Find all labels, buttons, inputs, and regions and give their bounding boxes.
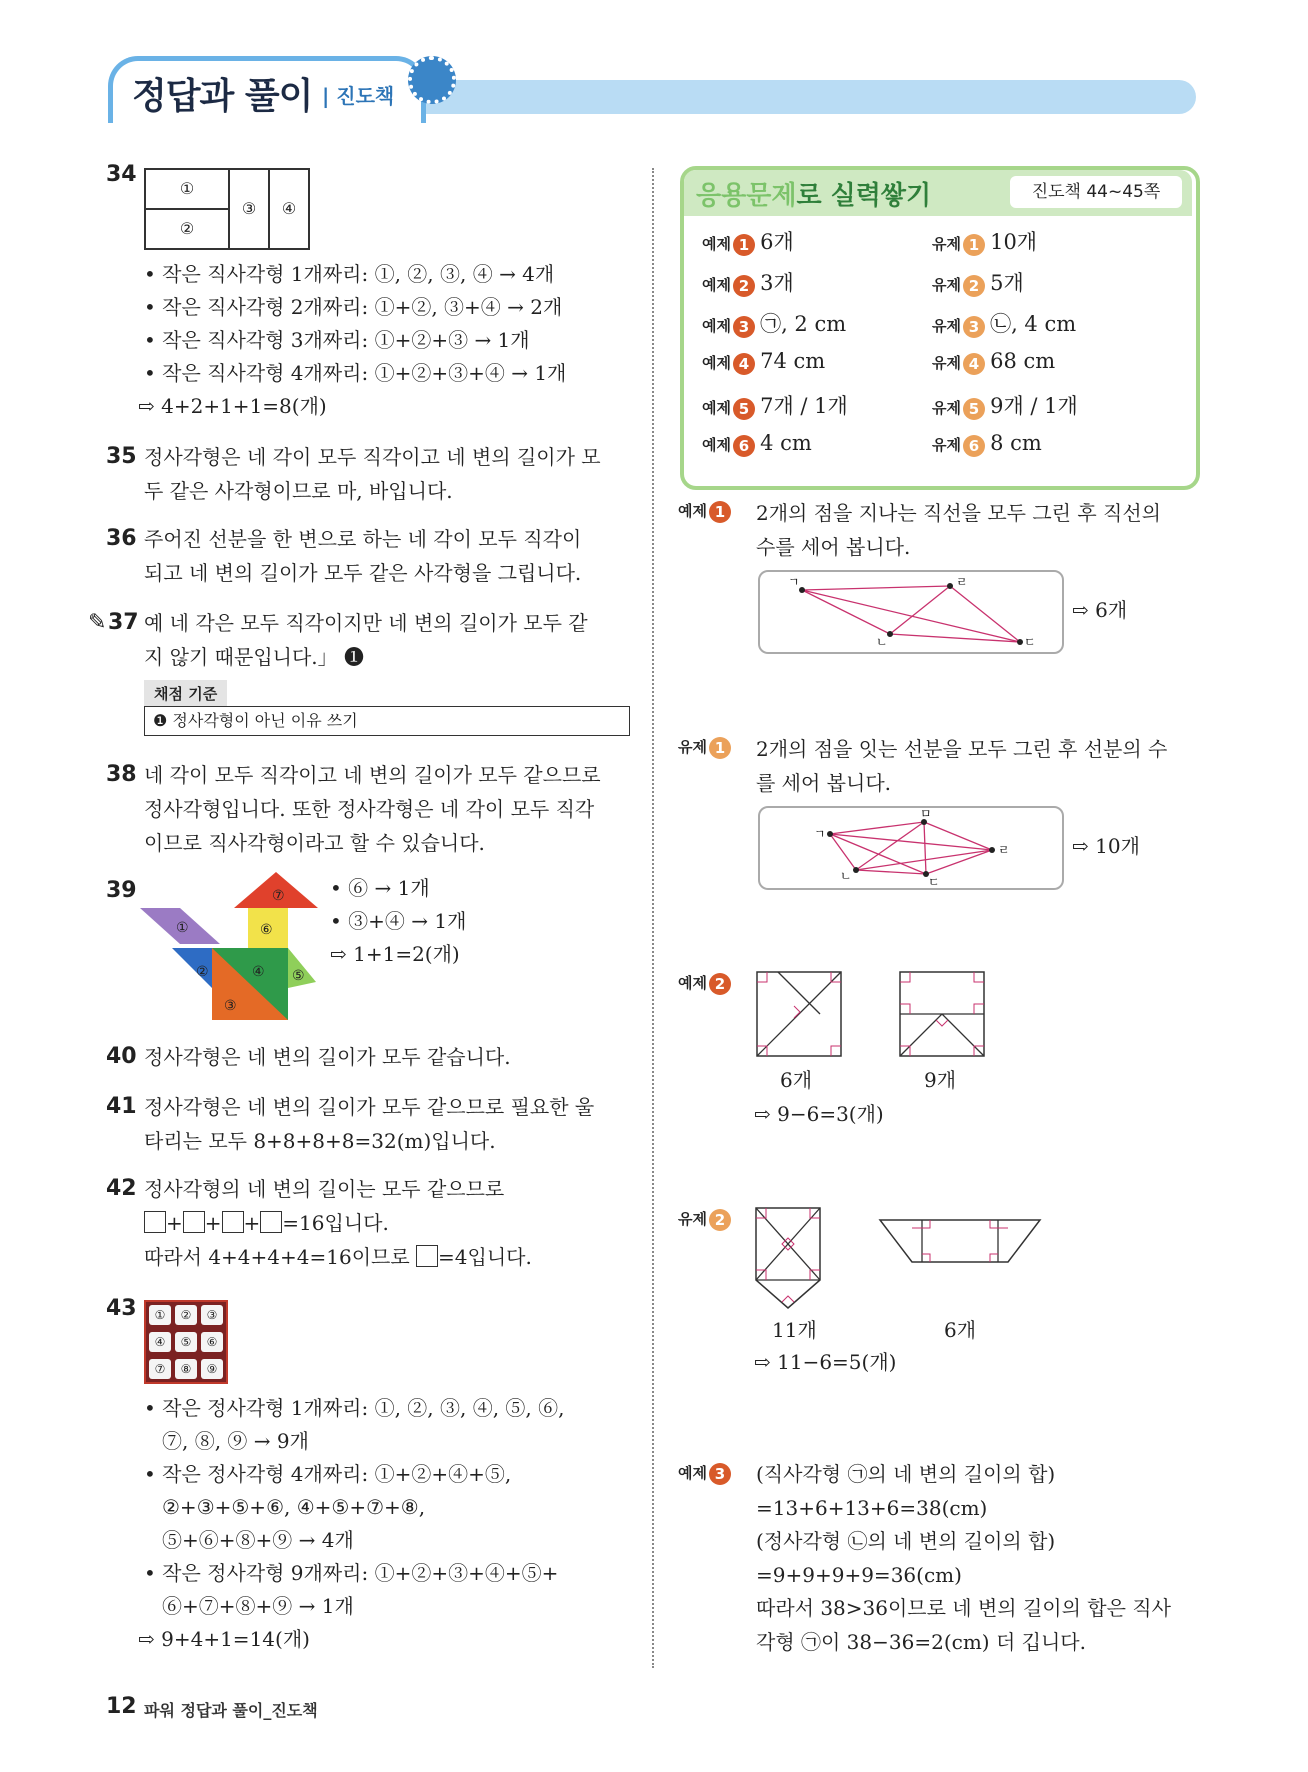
point: [853, 867, 859, 873]
question-number: 36: [106, 526, 137, 551]
square-figures: [756, 970, 996, 1058]
point: [887, 631, 893, 637]
answer-value: 7개 / 1개: [760, 394, 848, 418]
blank-box: [416, 1245, 438, 1267]
row-label: 유제: [932, 399, 961, 417]
tangram-figure: [140, 872, 320, 1020]
point: [827, 831, 833, 837]
practice-label: [678, 736, 731, 759]
solution-text: [756, 1458, 1171, 1659]
result-line: ⇨ 9+4+1=14(개): [138, 1627, 310, 1651]
label-text: 예제: [678, 1464, 707, 1482]
text-line: =13+6+13+6=38(cm): [756, 1495, 988, 1520]
piece-label: ③: [224, 998, 237, 1014]
answer-value: 68 cm: [990, 349, 1056, 373]
blank-box: [144, 1211, 166, 1233]
blank-box: [183, 1211, 205, 1233]
answer-text: 정사각형은 네 변의 길이가 모두 같습니다.: [144, 1045, 511, 1069]
text-line: 2개의 점을 지나는 직선을 모두 그린 후 직선의: [756, 501, 1161, 525]
title-part: 로 실력쌓기: [796, 181, 932, 211]
q43-lines: [138, 1392, 565, 1656]
answer-value: 10개: [990, 230, 1038, 254]
list-item: ⑤+⑥+⑧+⑨ → 4개: [162, 1528, 354, 1552]
label-text: 예제: [678, 502, 707, 520]
question-number: 43: [106, 1296, 137, 1321]
grid-cell: ⑧: [175, 1359, 197, 1379]
answer-text: [144, 758, 601, 860]
number-badge: 2: [709, 1209, 731, 1231]
text-line: 예 네 각은 모두 직각이지만 네 변의 길이가 모두 같: [144, 611, 588, 635]
cell: ①: [145, 169, 229, 209]
row-label: 예제: [702, 276, 731, 294]
number-badge: 3: [733, 316, 755, 338]
title-part: 응용문제: [696, 181, 797, 211]
label-text: 유제: [678, 1210, 707, 1228]
answer-value: ㉠, 2 cm: [760, 312, 847, 336]
row-label: 유제: [932, 235, 961, 253]
result-line: ⇨ 6개: [1072, 598, 1128, 622]
piece-label: ⑥: [260, 922, 273, 938]
text-line: 를 세어 봅니다.: [756, 771, 891, 795]
number-badge: 4: [733, 353, 755, 375]
blank-box: [222, 1211, 244, 1233]
row-label: 예제: [702, 235, 731, 253]
text-line: 네 각이 모두 직각이고 네 변의 길이가 모두 같으므로: [144, 763, 601, 787]
rectangle-figure: [144, 168, 310, 250]
number-badge: 5: [733, 398, 755, 420]
point: [799, 587, 805, 593]
text-line: 수를 세어 봅니다.: [756, 535, 911, 559]
point: [947, 583, 953, 589]
row-label: 예제: [702, 399, 731, 417]
number-grid: [144, 1300, 228, 1384]
answer-text: [144, 440, 601, 508]
list-item: • 작은 직사각형 2개짜리: ①+②, ③+④ → 2개: [144, 295, 563, 319]
column-divider: [652, 168, 654, 1668]
question-number: 35: [106, 444, 137, 469]
number-badge: 5: [963, 398, 985, 420]
gear-icon: [408, 56, 456, 104]
example-label: [678, 1462, 731, 1485]
row-label: 유제: [932, 354, 961, 372]
grid-cell: ④: [149, 1332, 171, 1352]
number-badge: 2: [733, 275, 755, 297]
answer-text: [144, 606, 588, 674]
point-label: ㄹ: [956, 575, 968, 589]
list-item: • 작은 정사각형 1개짜리: ①, ②, ③, ④, ⑤, ⑥,: [144, 1396, 565, 1420]
number-badge: 6: [733, 435, 755, 457]
point-label: ㄹ: [998, 843, 1010, 857]
answer-text: [144, 1172, 532, 1274]
answer-value: 74 cm: [760, 349, 826, 373]
number-badge: 1: [709, 501, 731, 523]
answer-row: [702, 226, 1182, 267]
text-line: =9+9+9+9=36(cm): [756, 1562, 962, 1587]
text-part: 따라서 4+4+4+4=16이므로: [144, 1245, 410, 1269]
text-line: 따라서 38>36이므로 네 변의 길이의 합은 직사: [756, 1596, 1171, 1620]
row-label: 유제: [932, 317, 961, 335]
number-badge: 1: [733, 234, 755, 256]
question-number: 39: [106, 878, 137, 903]
connecting-lines: [830, 822, 992, 874]
number-badge: 3: [963, 316, 985, 338]
caption: 6개: [780, 1068, 813, 1092]
number-badge: 1: [709, 737, 731, 759]
cell: ④: [269, 169, 309, 249]
answer-value: 8 cm: [990, 431, 1042, 455]
page-reference: 진도책 44~45쪽: [1010, 176, 1182, 208]
text-line: 지 않기 때문입니다.」 ❶: [144, 645, 364, 669]
answer-value: 9개 / 1개: [990, 394, 1078, 418]
text-part: =16입니다.: [282, 1211, 389, 1235]
piece-label: ②: [196, 964, 209, 980]
question-number: 37: [108, 610, 139, 635]
criteria-label: 채점 기준: [144, 680, 227, 707]
result-line: ⇨ 9−6=3(개): [754, 1102, 884, 1126]
caption: 9개: [924, 1068, 957, 1092]
list-item: • ③+④ → 1개: [330, 909, 467, 933]
list-item: • 작은 직사각형 3개짜리: ①+②+③ → 1개: [144, 328, 530, 352]
result-line: ⇨ 4+2+1+1=8(개): [138, 394, 327, 418]
row-label: 예제: [702, 436, 731, 454]
list-item: • 작은 직사각형 4개짜리: ①+②+③+④ → 1개: [144, 361, 567, 385]
grid-cell: ⑥: [201, 1332, 223, 1352]
list-item: • 작은 직사각형 1개짜리: ①, ②, ③, ④ → 4개: [144, 262, 555, 286]
text-line: + + + =16입니다.: [144, 1206, 532, 1240]
label-text: 예제: [678, 974, 707, 992]
point-label: ㄴ: [840, 869, 852, 883]
grid-cell: ①: [149, 1305, 171, 1325]
point: [989, 847, 995, 853]
list-item: • 작은 정사각형 4개짜리: ①+②+④+⑤,: [144, 1462, 512, 1486]
text-part: =4입니다.: [438, 1245, 532, 1269]
point-label: ㅁ: [920, 807, 932, 821]
point-label: ㄴ: [876, 635, 888, 649]
row-label: 유제: [932, 436, 961, 454]
page-number: 12: [106, 1694, 137, 1719]
text-line: 두 같은 사각형이므로 마, 바입니다.: [144, 479, 453, 503]
list-item: • ⑥ → 1개: [330, 876, 430, 900]
question-number: 38: [106, 762, 137, 787]
piece-label: ④: [252, 964, 265, 980]
page-subtitle: | 진도책: [322, 84, 395, 108]
grid-cell: ⑦: [149, 1359, 171, 1379]
answer-row: [702, 349, 1182, 390]
number-badge: 6: [963, 435, 985, 457]
solution-text: [756, 496, 1161, 564]
result-line: ⇨ 10개: [1072, 834, 1140, 858]
example-label: [678, 500, 731, 523]
label-text: 유제: [678, 738, 707, 756]
text-line: 정사각형은 네 각이 모두 직각이고 네 변의 길이가 모: [144, 445, 601, 469]
grid-cell: ③: [201, 1305, 223, 1325]
question-number: 34: [106, 162, 137, 187]
number-badge: 2: [709, 973, 731, 995]
answer-value: 3개: [760, 271, 794, 295]
text-line: 타리는 모두 8+8+8+8=32(m)입니다.: [144, 1129, 496, 1153]
row-label: 예제: [702, 317, 731, 335]
answer-value: ㉡, 4 cm: [990, 312, 1077, 336]
connecting-lines: [802, 586, 1020, 642]
pencil-icon: ✎: [88, 610, 107, 635]
piece-label: ⑦: [272, 888, 285, 904]
list-item: ⑥+⑦+⑧+⑨ → 1개: [162, 1594, 354, 1618]
grid-cell: ②: [175, 1305, 197, 1325]
text-line: 주어진 선분을 한 변으로 하는 네 각이 모두 직각이: [144, 527, 582, 551]
example-label: [678, 972, 731, 995]
criteria-box: ❶ 정사각형이 아닌 이유 쓰기: [144, 706, 630, 736]
result-line: ⇨ 1+1=2(개): [330, 942, 460, 966]
caption: 6개: [944, 1318, 977, 1342]
number-badge: 1: [963, 234, 985, 256]
list-item: ②+③+⑤+⑥, ④+⑤+⑦+⑧,: [162, 1495, 426, 1519]
answer-row: [702, 267, 1182, 308]
text-line: 정사각형은 네 변의 길이가 모두 같으므로 필요한 울: [144, 1095, 595, 1119]
answer-value: 4 cm: [760, 431, 812, 455]
answer-rows: [702, 226, 1182, 472]
row-label: 유제: [932, 276, 961, 294]
text-line: 되고 네 변의 길이가 모두 같은 사각형을 그립니다.: [144, 561, 582, 585]
piece-label: ⑤: [292, 968, 305, 984]
point-label: ㄷ: [928, 875, 940, 889]
answer-row: [702, 308, 1182, 349]
caption: 11개: [772, 1318, 817, 1342]
subtitle-text: 진도책: [336, 84, 395, 108]
text-line: 이므로 직사각형이라고 할 수 있습니다.: [144, 831, 485, 855]
q34-lines: [138, 258, 567, 423]
point-label: ㄷ: [1024, 635, 1036, 649]
text-line: 정사각형입니다. 또한 정사각형은 네 각이 모두 직각: [144, 797, 595, 821]
q39-lines: [330, 872, 466, 971]
line-figure: [758, 570, 1064, 654]
page-title: 정답과 풀이: [132, 76, 313, 117]
answer-text: [144, 522, 581, 590]
text-line: (정사각형 ㉡의 네 변의 길이의 합): [756, 1529, 1056, 1553]
footer-text: 파워 정답과 풀이_진도책: [144, 1701, 318, 1720]
question-number: 41: [106, 1094, 137, 1119]
cell: ③: [229, 169, 269, 249]
grid-cell: ⑨: [201, 1359, 223, 1379]
text-line: 2개의 점을 잇는 선분을 모두 그린 후 선분의 수: [756, 737, 1168, 761]
result-line: ⇨ 11−6=5(개): [754, 1350, 897, 1374]
number-badge: 3: [709, 1463, 731, 1485]
number-badge: 4: [963, 353, 985, 375]
cell: ②: [145, 209, 229, 249]
text-line: 각형 ㉠이 38−36=2(cm) 더 깁니다.: [756, 1629, 1086, 1654]
text-line: (직사각형 ㉠의 네 변의 길이의 합): [756, 1462, 1056, 1486]
answer-text: [144, 1090, 594, 1158]
answer-box-title: [696, 175, 931, 212]
blank-box: [260, 1211, 282, 1233]
grid-cell: ⑤: [175, 1332, 197, 1352]
list-item: • 작은 정사각형 9개짜리: ①+②+③+④+⑤+: [144, 1561, 559, 1585]
piece-label: ①: [176, 920, 189, 936]
question-number: 42: [106, 1176, 137, 1201]
point-label: ㄱ: [788, 575, 800, 589]
answer-row: [702, 390, 1182, 431]
list-item: ⑦, ⑧, ⑨ → 9개: [162, 1429, 309, 1453]
question-number: 40: [106, 1044, 137, 1069]
answer-value: 6개: [760, 230, 794, 254]
answer-row: [702, 431, 1182, 472]
number-badge: 2: [963, 275, 985, 297]
shape-figures: [754, 1206, 1044, 1310]
point-label: ㄱ: [814, 827, 826, 841]
text-line: 정사각형의 네 변의 길이는 모두 같으므로: [144, 1177, 505, 1201]
practice-label: [678, 1208, 731, 1231]
row-label: 예제: [702, 354, 731, 372]
text-line: [144, 1240, 532, 1274]
solution-text: [756, 732, 1167, 800]
segment-figure: [758, 806, 1064, 890]
answer-value: 5개: [990, 271, 1024, 295]
point: [1017, 639, 1023, 645]
